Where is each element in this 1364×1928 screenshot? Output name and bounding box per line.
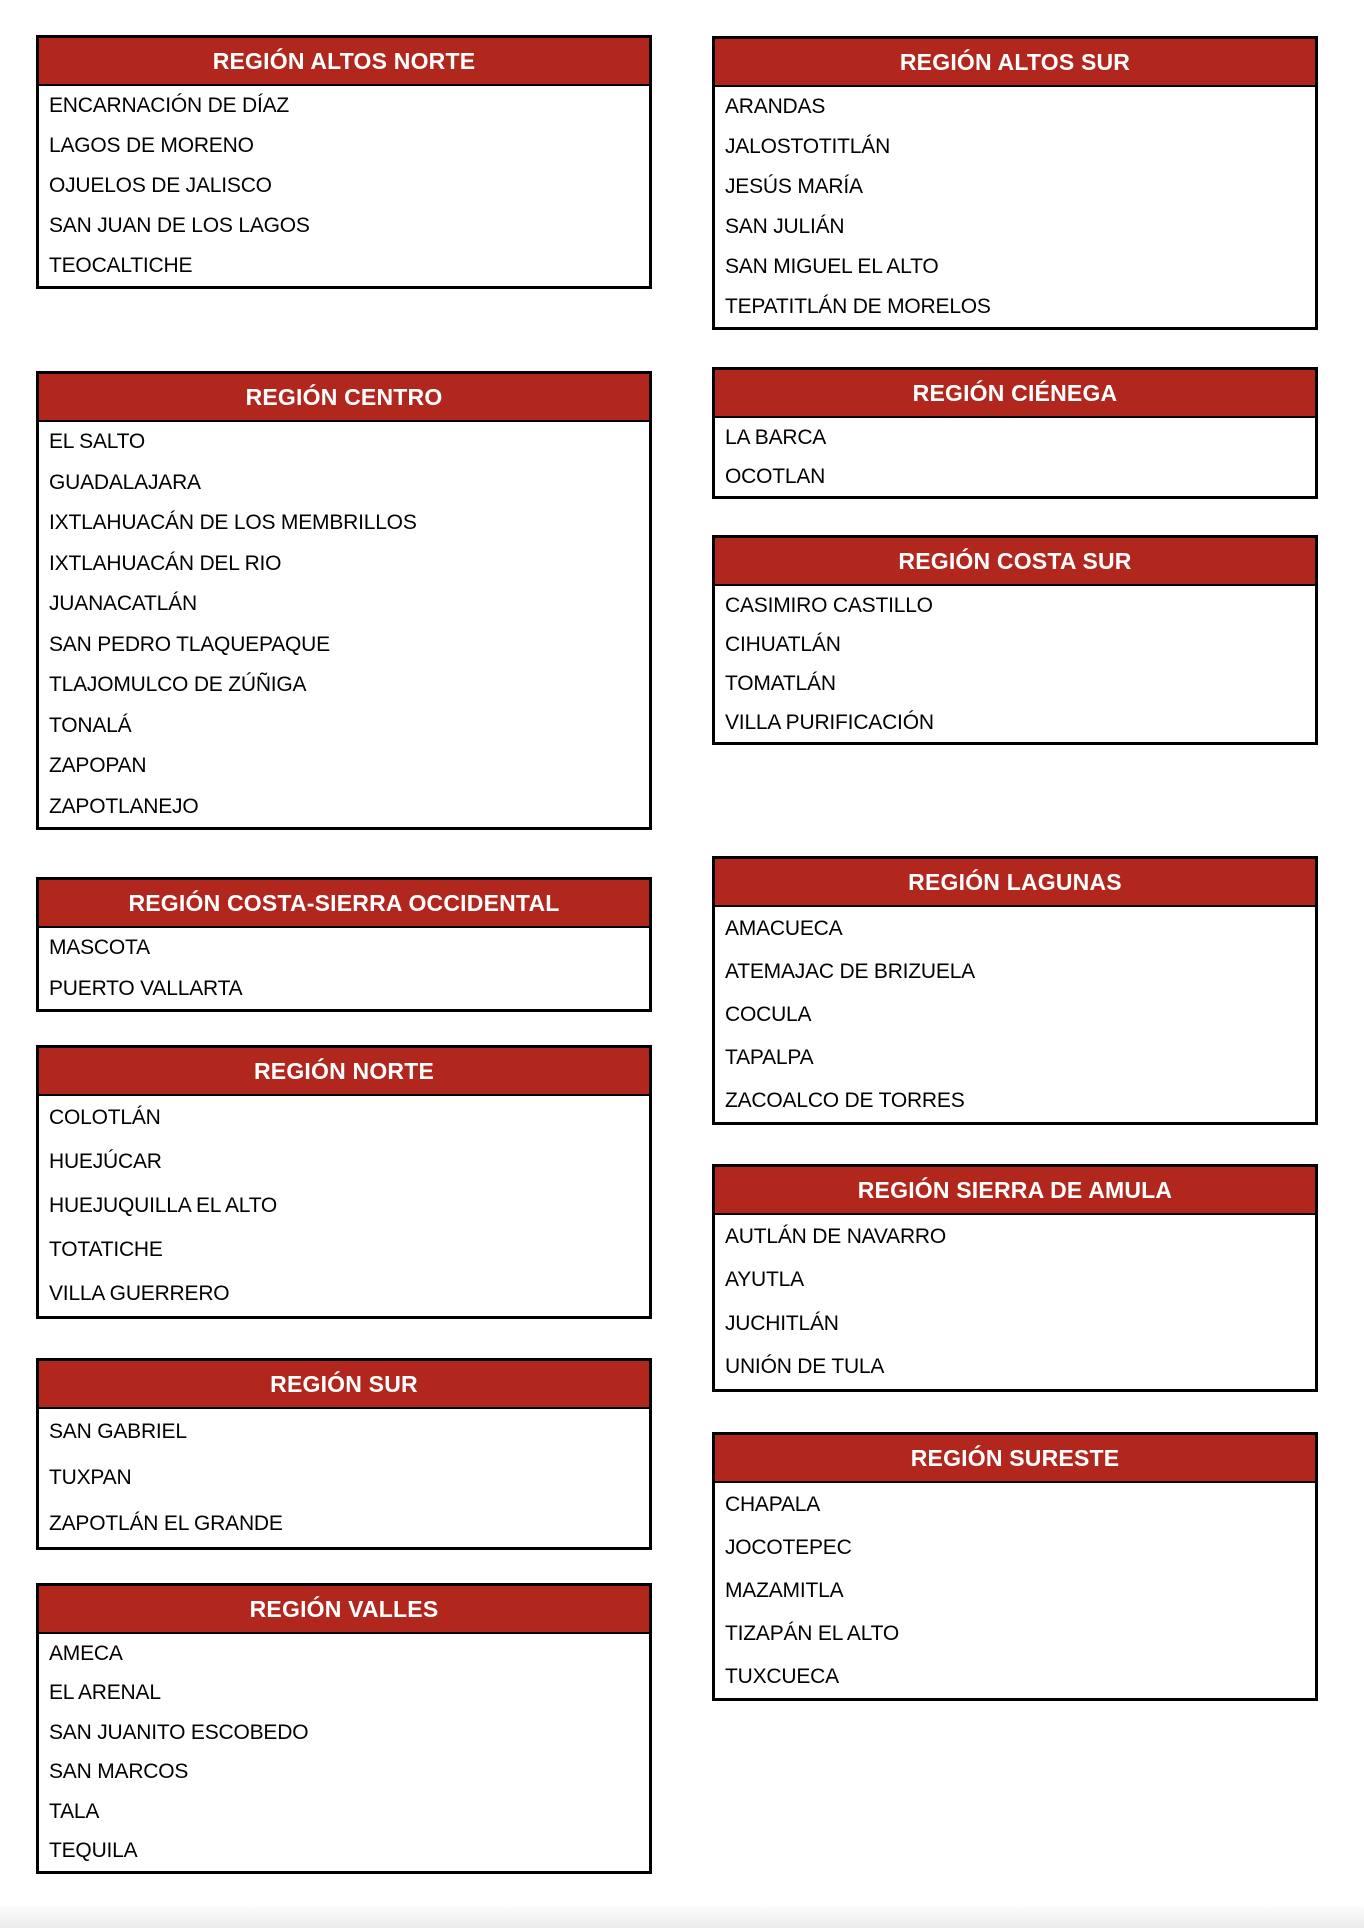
municipality-item: OCOTLAN: [725, 464, 826, 488]
municipality-item: JOCOTEPEC: [725, 1535, 852, 1559]
municipality-item: LAGOS DE MORENO: [49, 134, 254, 157]
region-municipality-list: [39, 1634, 649, 1871]
region-header: [715, 370, 1315, 418]
municipality-item: VILLA GUERRERO: [49, 1282, 230, 1305]
left-column: [36, 35, 652, 1874]
municipality-item: UNIÓN DE TULA: [725, 1355, 885, 1379]
municipality-item: TUXPAN: [49, 1466, 132, 1489]
region-header: [715, 859, 1315, 907]
municipality-item: ATEMAJAC DE BRIZUELA: [725, 959, 975, 983]
municipality-item: TAPALPA: [725, 1045, 814, 1069]
region-header: [39, 1048, 649, 1096]
municipality-item: TLAJOMULCO DE ZÚÑIGA: [49, 673, 307, 697]
page-bottom-shade: [0, 1906, 1364, 1928]
region-municipality-list: [39, 422, 649, 827]
municipality-item: HUEJÚCAR: [49, 1150, 162, 1173]
municipality-item: SAN PEDRO TLAQUEPAQUE: [49, 632, 330, 656]
municipality-item: SAN MARCOS: [49, 1760, 189, 1784]
region-municipality-list: [39, 928, 649, 1009]
region-box-centro: [36, 371, 652, 830]
region-header: [39, 38, 649, 86]
region-title: REGIÓN LAGUNAS: [908, 868, 1122, 895]
region-title: REGIÓN CIÉNEGA: [912, 379, 1118, 406]
municipality-item: SAN JUANITO ESCOBEDO: [49, 1720, 309, 1744]
municipality-item: JALOSTOTITLÁN: [725, 135, 891, 158]
municipality-item: EL SALTO: [49, 430, 146, 454]
municipality-item: ZACOALCO DE TORRES: [725, 1088, 965, 1112]
region-header: [715, 1167, 1315, 1215]
municipality-item: SAN MIGUEL EL ALTO: [725, 255, 939, 278]
right-column: [712, 36, 1318, 1701]
region-box-costa-sur: [712, 535, 1318, 745]
municipality-item: ZAPOTLANEJO: [49, 794, 199, 818]
municipality-item: VILLA PURIFICACIÓN: [725, 710, 934, 734]
region-title: REGIÓN CENTRO: [245, 383, 443, 410]
region-box-altos-sur: [712, 36, 1318, 330]
region-box-valles: [36, 1583, 652, 1874]
municipality-item: JESÚS MARÍA: [725, 175, 863, 198]
region-header: [39, 880, 649, 928]
region-municipality-list: [39, 86, 649, 286]
municipality-item: SAN JUAN DE LOS LAGOS: [49, 214, 310, 237]
region-municipality-list: [39, 1096, 649, 1316]
region-title: REGIÓN ALTOS SUR: [899, 48, 1131, 75]
municipality-item: AUTLÁN DE NAVARRO: [725, 1224, 947, 1248]
municipality-item: ENCARNACIÓN DE DÍAZ: [49, 94, 290, 117]
municipality-item: EL ARENAL: [49, 1681, 161, 1705]
municipality-item: ZAPOPAN: [49, 754, 147, 778]
region-box-sur: [36, 1358, 652, 1550]
municipality-item: TIZAPÁN EL ALTO: [725, 1621, 900, 1645]
region-box-costa-sierra-occidental: [36, 877, 652, 1012]
municipality-item: TEOCALTICHE: [49, 254, 193, 277]
municipality-item: HUEJUQUILLA EL ALTO: [49, 1194, 278, 1217]
municipality-item: GUADALAJARA: [49, 470, 201, 494]
municipality-item: AMACUECA: [725, 916, 843, 940]
region-title: REGIÓN VALLES: [249, 1595, 439, 1622]
region-title: REGIÓN ALTOS NORTE: [212, 47, 476, 74]
region-box-altos-norte: [36, 35, 652, 289]
region-header: [715, 538, 1315, 586]
region-municipality-list: [715, 907, 1315, 1122]
municipality-item: CASIMIRO CASTILLO: [725, 593, 933, 617]
municipality-item: CIHUATLÁN: [725, 632, 841, 656]
municipality-item: AMECA: [49, 1641, 123, 1665]
municipality-item: TONALÁ: [49, 713, 132, 737]
region-box-norte: [36, 1045, 652, 1319]
region-municipality-list: [39, 1409, 649, 1547]
region-municipality-list: [715, 418, 1315, 496]
region-title: REGIÓN SUR: [270, 1370, 418, 1397]
municipality-item: SAN GABRIEL: [49, 1420, 187, 1443]
municipality-item: TOTATICHE: [49, 1238, 163, 1261]
region-box-sierra-de-amula: [712, 1164, 1318, 1392]
municipality-item: TALA: [49, 1799, 100, 1823]
municipality-item: COCULA: [725, 1002, 812, 1026]
region-box-lagunas: [712, 856, 1318, 1125]
region-header: [39, 1586, 649, 1634]
municipality-item: COLOTLÁN: [49, 1106, 161, 1129]
municipality-item: IXTLAHUACÁN DE LOS MEMBRILLOS: [49, 511, 417, 535]
municipality-item: TEPATITLÁN DE MORELOS: [725, 295, 991, 318]
municipality-item: PUERTO VALLARTA: [49, 976, 243, 1000]
municipality-item: OJUELOS DE JALISCO: [49, 174, 272, 197]
region-header: [39, 374, 649, 422]
municipality-item: TUXCUECA: [725, 1664, 839, 1688]
region-title: REGIÓN SIERRA DE AMULA: [857, 1176, 1173, 1203]
region-box-cienega: [712, 367, 1318, 499]
region-title: REGIÓN COSTA-SIERRA OCCIDENTAL: [128, 889, 560, 916]
municipality-item: TEQUILA: [49, 1839, 138, 1863]
municipality-item: ZAPOTLÁN EL GRANDE: [49, 1512, 283, 1535]
municipality-item: MAZAMITLA: [725, 1578, 844, 1602]
region-municipality-list: [715, 1215, 1315, 1389]
region-header: [715, 1435, 1315, 1483]
municipality-item: TOMATLÁN: [725, 671, 836, 695]
municipality-item: MASCOTA: [49, 936, 150, 960]
municipality-item: JUANACATLÁN: [49, 592, 197, 616]
region-title: REGIÓN COSTA SUR: [898, 547, 1132, 574]
region-header: [715, 39, 1315, 87]
municipality-item: JUCHITLÁN: [725, 1311, 839, 1335]
municipality-item: IXTLAHUACÁN DEL RIO: [49, 551, 282, 575]
region-municipality-list: [715, 586, 1315, 742]
municipality-item: SAN JULIÁN: [725, 215, 845, 238]
municipality-item: AYUTLA: [725, 1268, 804, 1292]
region-header: [39, 1361, 649, 1409]
region-title: REGIÓN NORTE: [253, 1057, 435, 1084]
region-municipality-list: [715, 1483, 1315, 1698]
municipality-item: ARANDAS: [725, 95, 826, 118]
region-title: REGIÓN SURESTE: [910, 1444, 1120, 1471]
municipality-item: LA BARCA: [725, 425, 827, 449]
municipality-item: CHAPALA: [725, 1492, 821, 1516]
region-municipality-list: [715, 87, 1315, 327]
region-box-sureste: [712, 1432, 1318, 1701]
